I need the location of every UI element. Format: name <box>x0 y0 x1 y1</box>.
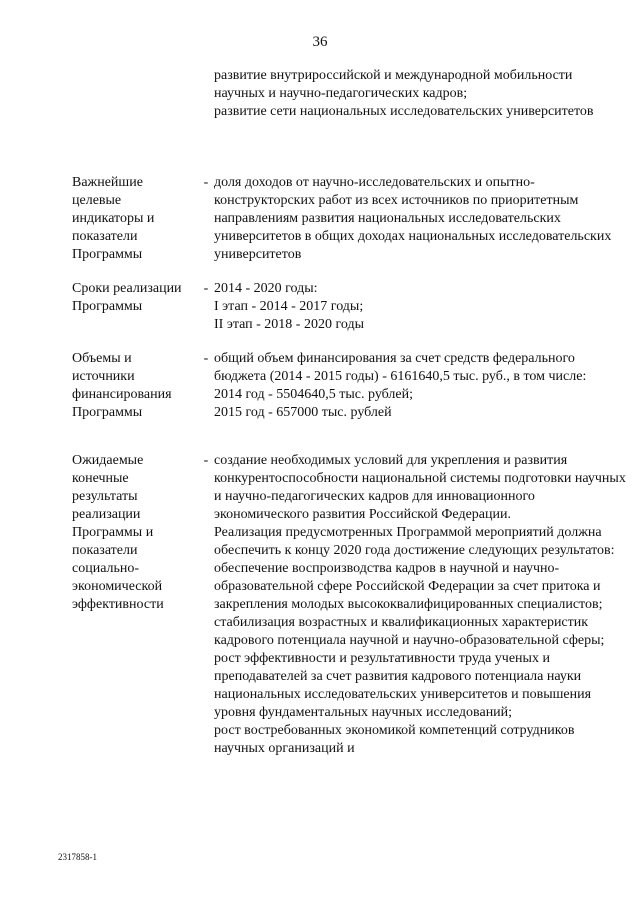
row-content <box>214 174 628 264</box>
row-content <box>214 452 628 758</box>
label-line: показатели <box>72 229 138 244</box>
content-paragraph: 2014 - 2020 годы: <box>214 281 318 296</box>
page-number: 36 <box>312 34 328 50</box>
label-line: источники <box>72 369 135 384</box>
row-dash: - <box>203 281 209 296</box>
label-line: результаты <box>72 489 138 504</box>
intro-paragraph: развитие внутрироссийской и международной мобильности научных и научно-педагогических кадров; <box>214 68 573 101</box>
label-line: показатели <box>72 543 138 558</box>
intro-paragraph: развитие сети национальных исследовательских университетов <box>214 104 594 119</box>
label-line: реализации <box>72 507 141 522</box>
row-dash: - <box>203 175 209 190</box>
label-line: целевые <box>72 193 122 208</box>
label-line: индикаторы и <box>72 211 155 226</box>
label-line: Программы и <box>72 525 154 540</box>
label-line: Объемы и <box>72 351 132 366</box>
content-paragraph: общий объем финансирования за счет средств федерального бюджета (2014 - 2015 годы) - 6161640,5 тыс. руб., в том числе: <box>214 351 587 384</box>
label-line: Программы <box>72 247 143 262</box>
label-line: социально- <box>72 561 140 576</box>
content-paragraph: 2015 год - 657000 тыс. рублей <box>214 405 392 420</box>
label-line: эффективности <box>72 597 164 612</box>
row-content <box>214 280 628 334</box>
content-paragraph: стабилизация возрастных и квалификационных характеристик кадрового потенциала научной и научно-образовательной сферы; <box>214 615 605 648</box>
content-paragraph: I этап - 2014 - 2017 годы; <box>214 299 364 314</box>
row-label <box>72 452 197 614</box>
content-paragraph: создание необходимых условий для укрепления и развития конкурентоспособности национальной системы подготовки научных и научно-педагогических кадров для инновационного экономического развития Российской Федерации. <box>214 453 626 522</box>
content-paragraph: обеспечение воспроизводства кадров в научной и научно-образовательной сфере Российской Федерации за счет притока и закрепления молодых высококвалифицированных специалистов; <box>214 561 603 612</box>
label-line: Ожидаемые <box>72 453 144 468</box>
content-paragraph: II этап - 2018 - 2020 годы <box>214 317 364 332</box>
row-label <box>72 280 197 316</box>
label-line: экономической <box>72 579 163 594</box>
row-content <box>214 350 628 422</box>
row-label <box>72 350 197 422</box>
row-dash: - <box>203 351 209 366</box>
content-paragraph: рост эффективности и результативности труда ученых и преподавателей за счет развития кадрового потенциала науки национальных исследовательских университетов и повышения уровня фундаментальных научных исследований; <box>214 651 592 720</box>
content-paragraph: 2014 год - 5504640,5 тыс. рублей; <box>214 387 414 402</box>
intro-continuation <box>214 67 614 121</box>
content-paragraph: рост востребованных экономикой компетенций сотрудников научных организаций и <box>214 723 575 756</box>
label-line: конечные <box>72 471 129 486</box>
row-label <box>72 174 197 264</box>
label-line: Сроки реализации <box>72 281 182 296</box>
document-code: 2317858-1 <box>58 852 97 862</box>
label-line: Программы <box>72 299 143 314</box>
row-dash: - <box>203 453 209 468</box>
label-line: Программы <box>72 405 143 420</box>
content-paragraph: доля доходов от научно-исследовательских и опытно-конструкторских работ из всех источников по приоритетным направлениям развития национальных исследовательских университетов в общих доходах национальных исследовательских университетов <box>214 175 612 262</box>
label-line: Важнейшие <box>72 175 143 190</box>
label-line: финансирования <box>72 387 172 402</box>
content-paragraph: Реализация предусмотренных Программой мероприятий должна обеспечить к концу 2020 года достижение следующих результатов: <box>214 525 615 558</box>
